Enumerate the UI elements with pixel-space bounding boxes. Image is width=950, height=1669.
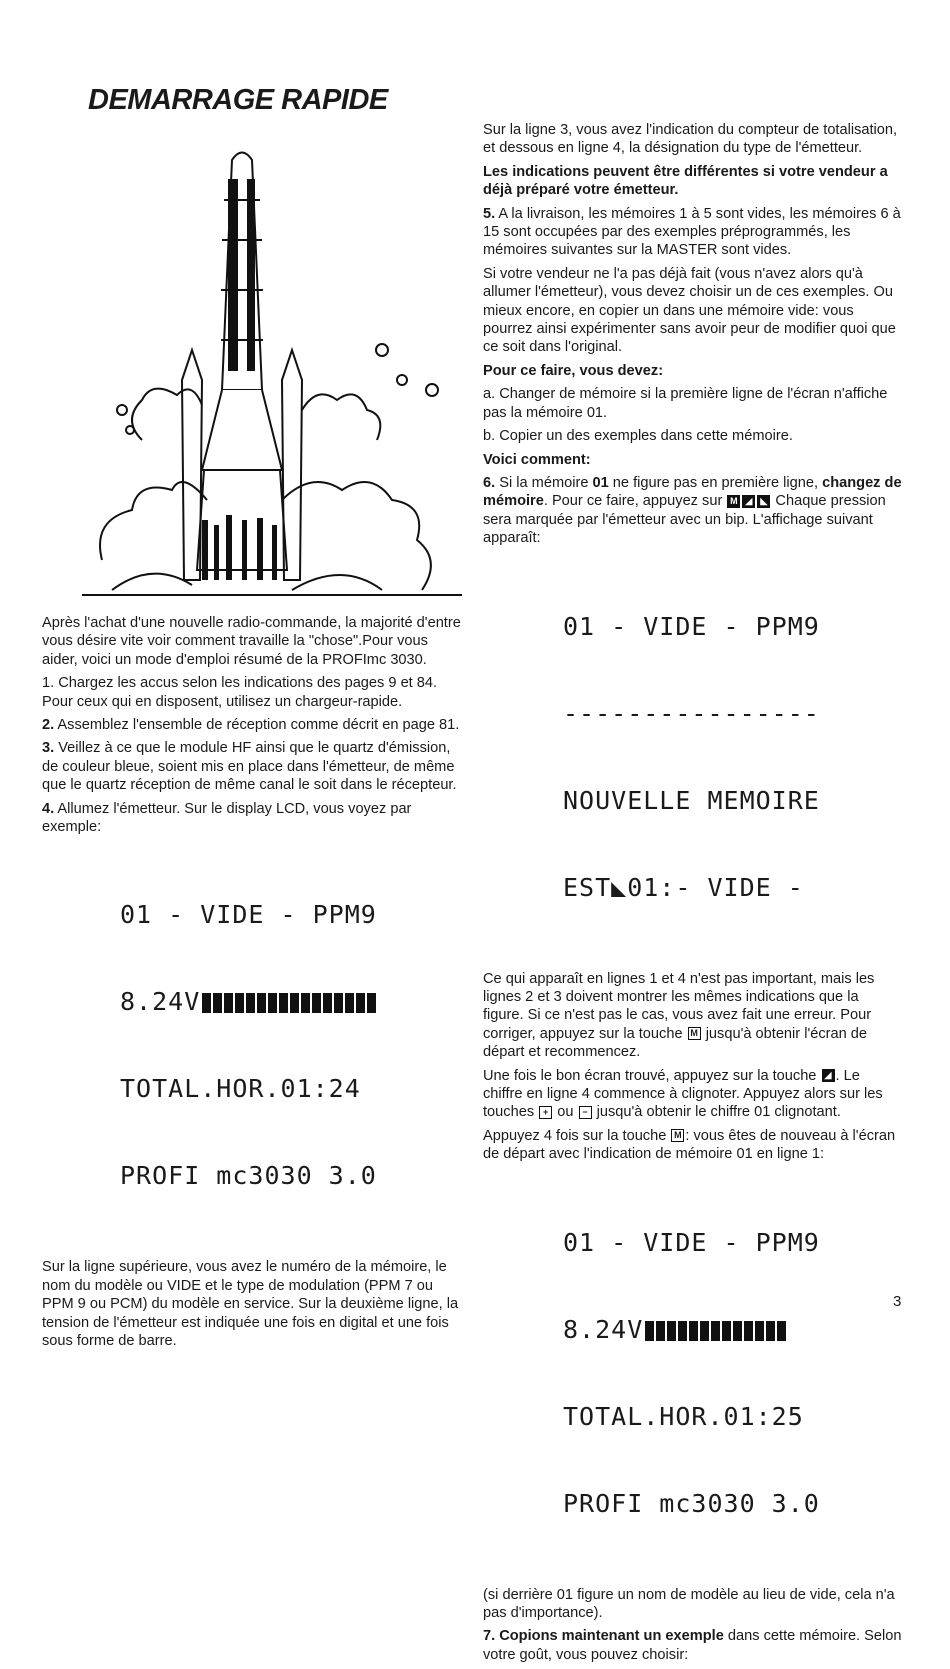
lcd-line — [563, 1315, 903, 1344]
lcd-line: 01 - VIDE - PPM9 — [563, 1227, 820, 1257]
return-paragraph — [483, 1127, 903, 1164]
vendor-paragraph: Si votre vendeur ne l'a pas déjà fait (vous n'avez alors qu'à allumer l'émetteur), vous devez choisir un de ces exemples. Ou mieux encore, en copier un dans une mémoire vide: vous pourrez ainsi expérimenter sans avoir peur de modifier quoi que ce soit dans l'original. — [483, 265, 896, 356]
step-number: 6. — [483, 474, 496, 491]
down-arrow-key-icon: ◢ — [742, 495, 755, 508]
warning-paragraph: Les indications peuvent être différentes si votre vendeur a déjà préparé votre émetteur. — [483, 163, 888, 199]
step-text: ne figure pas en première ligne, — [608, 474, 823, 491]
check-paragraph — [483, 970, 903, 1062]
step-text: Si la mémoire — [495, 474, 593, 491]
item-b: b. Copier un des exemples dans cette mémoire. — [483, 428, 793, 445]
page-number: 3 — [893, 1293, 902, 1310]
paragraph-text: jusqu'à obtenir l'écran de départ et recommencez. — [483, 1025, 868, 1061]
plus-key-icon: + — [539, 1106, 552, 1119]
lcd-voltage: 8.24V — [120, 987, 201, 1017]
note-paragraph: (si derrière 01 figure un nom de modèle au lieu de vide, cela n'a pas d'importance). — [483, 1586, 895, 1621]
lcd-line: NOUVELLE MEMOIRE — [563, 785, 820, 815]
lcd-line — [120, 987, 462, 1016]
lcd-line: ---------------- — [563, 698, 820, 728]
lcd-line: 01 - VIDE - PPM9 — [563, 611, 820, 641]
right-column — [483, 121, 903, 1669]
step-number: 3. — [42, 740, 55, 757]
m-key-icon: M — [727, 495, 740, 508]
step-5 — [483, 205, 903, 260]
explanation-paragraph: Sur la ligne supérieure, vous avez le numéro de la mémoire, le nom du modèle ou VIDE et le type de modulation (PPM 7 ou PPM 9 ou PCM) du modèle en service. Sur la deuxième ligne, la tension de l'émetteur est indiquée une fois en digital et une fois sous forme de barre. — [42, 1259, 459, 1350]
paragraph-text: . Le chiffre en ligne 4 commence à clignoter. Appuyez alors sur les touches — [483, 1067, 883, 1121]
step-text: . Pour ce faire, appuyez sur — [543, 493, 723, 510]
paragraph-text: jusqu'à obtenir le chiffre 01 clignotant. — [596, 1104, 841, 1121]
lcd-line: TOTAL.HOR.01:24 — [120, 1074, 361, 1104]
step-text: Chargez les accus selon les indications des pages 9 et 84. Pour ceux qui en disposent, utilisez un chargeur-rapide. — [42, 675, 438, 710]
step-number: 4. — [42, 800, 55, 817]
up-arrow-key-icon: ◣ — [757, 495, 770, 508]
paragraph-text: ou — [557, 1104, 574, 1121]
lcd-display-memory-01 — [563, 1170, 903, 1576]
step-text: A la livraison, les mémoires 1 à 5 sont vides, les mémoires 6 à 15 sont occupées par des exemples préprogrammés, les mémoires suivantes sur la MASTER sont vides. — [483, 205, 901, 259]
lcd-display-new-memory — [563, 554, 903, 960]
step-6 — [483, 474, 903, 548]
step-7 — [483, 1627, 903, 1664]
step-text: changez de mémoire — [483, 474, 902, 510]
intro-paragraph: Après l'achat d'une nouvelle radio-commande, la majorité d'entre vous désire vite voir comment travaille la "chose".Pour vous aider, voici un mode d'emploi résumé de la PROFImc 3030. — [42, 615, 461, 668]
down-arrow-key-icon: ◢ — [822, 1069, 835, 1082]
step-number: 1. — [42, 675, 55, 692]
paragraph-text: : vous êtes de nouveau à l'écran de départ avec l'indication de mémoire 01 en ligne 1: — [483, 1127, 896, 1163]
select-paragraph — [483, 1067, 903, 1122]
step-number: 5. — [483, 205, 496, 222]
minus-key-icon: − — [579, 1106, 592, 1119]
subheading-pour-ce-faire: Pour ce faire, vous devez: — [483, 362, 664, 379]
step-text: Allumez l'émetteur. Sur le display LCD, vous voyez par exemple: — [42, 800, 412, 836]
lcd-line: PROFI mc3030 3.0 — [563, 1488, 820, 1518]
item-a: a. Changer de mémoire si la première ligne de l'écran n'affiche pas la mémoire 01. — [483, 386, 888, 421]
step-text: Veillez à ce que le module HF ainsi que le quartz d'émission, de couleur bleue, soient mis en place dans l'émetteur, de même que le quartz réception de même canal le soit dans le récepteur. — [42, 740, 457, 794]
battery-bar — [645, 1321, 788, 1341]
left-column — [42, 614, 462, 1356]
battery-bar — [202, 993, 378, 1013]
m-key-icon: M — [688, 1027, 701, 1040]
lcd-voltage: 8.24V — [563, 1314, 644, 1344]
m-key-icon: M — [671, 1129, 684, 1142]
step-3 — [42, 739, 462, 794]
lcd-display-start — [120, 842, 462, 1248]
paragraph-text: Une fois le bon écran trouvé, appuyez sur la touche — [483, 1067, 817, 1084]
paragraph-text: Appuyez 4 fois sur la touche — [483, 1127, 667, 1144]
lcd-line: EST◣01:- VIDE - — [563, 872, 804, 902]
step-1 — [42, 674, 462, 711]
line3-paragraph: Sur la ligne 3, vous avez l'indication du compteur de totalisation, et dessous en ligne 4, la désignation du type de l'émetteur. — [483, 122, 898, 157]
lcd-line: PROFI mc3030 3.0 — [120, 1161, 377, 1191]
paragraph-text: Ce qui apparaît en lignes 1 et 4 n'est pas important, mais les lignes 2 et 3 doivent montrer les mêmes indications que la figure. Si ce n'est pas le cas, vous avez fait une erreur. Pour corriger, appuyez sur la touche — [483, 970, 875, 1042]
subheading-voici-comment: Voici comment: — [483, 451, 591, 468]
lcd-line: TOTAL.HOR.01:25 — [563, 1401, 804, 1431]
step-number: 2. — [42, 717, 55, 734]
step-text: Chaque pression sera marquée par l'émetteur avec un bip. L'affichage suivant apparaît: — [483, 493, 886, 547]
step-4 — [42, 800, 462, 837]
step-heading: 7. Copions maintenant un exemple — [483, 1628, 724, 1645]
step-text: Assemblez l'ensemble de réception comme décrit en page 81. — [54, 717, 460, 734]
step-2 — [42, 716, 462, 734]
lcd-line: 01 - VIDE - PPM9 — [120, 900, 377, 930]
page-title: DEMARRAGE RAPIDE — [88, 84, 388, 116]
rocket-illustration — [82, 140, 462, 603]
step-text: 01 — [592, 474, 609, 491]
step-text: dans cette mémoire. Selon votre goût, vous pouvez choisir: — [483, 1628, 902, 1663]
